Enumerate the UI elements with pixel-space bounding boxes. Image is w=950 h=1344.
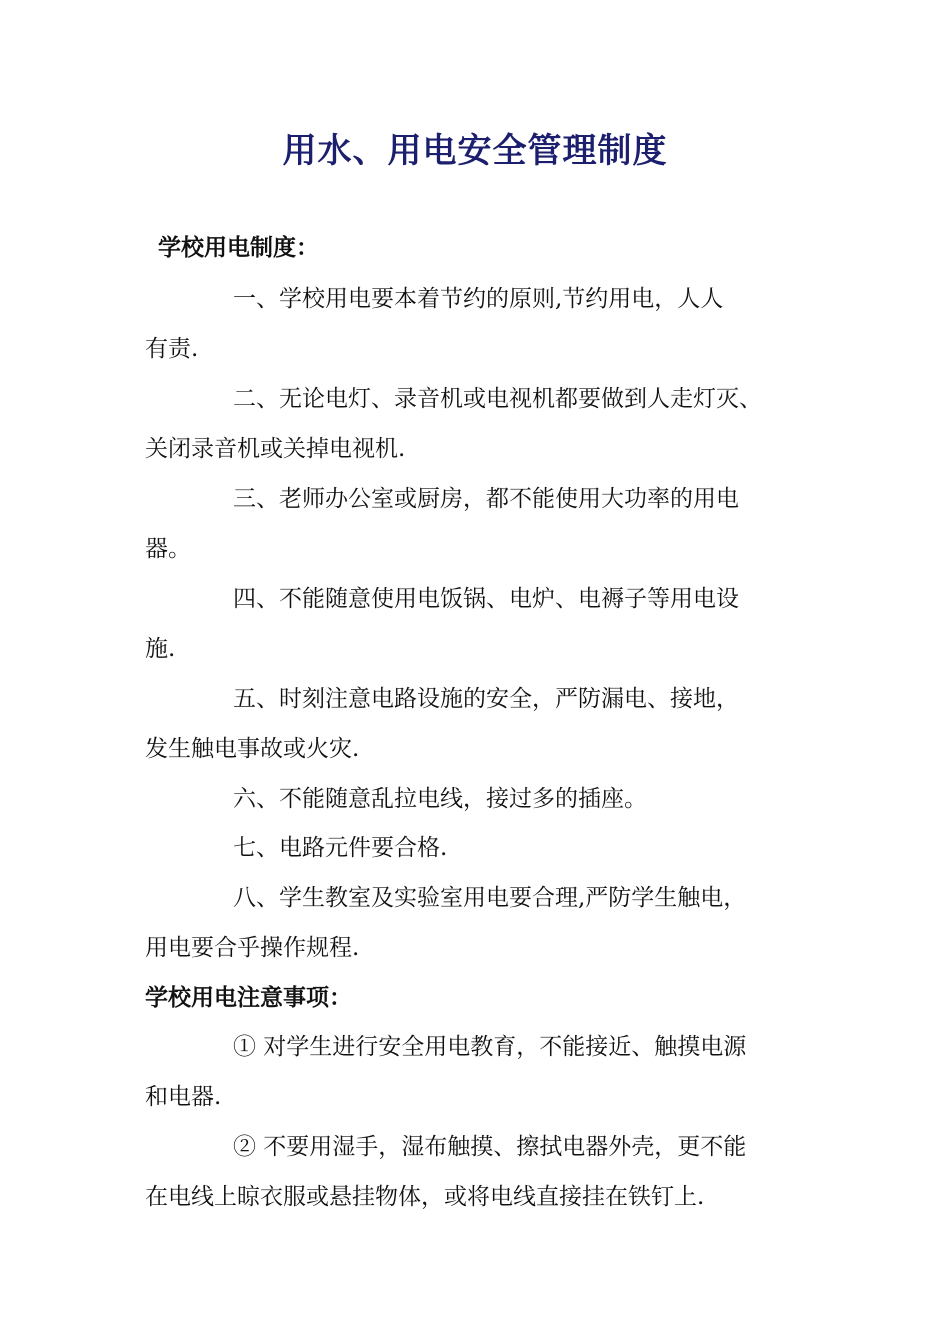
rule-8-line-2: 用电要合乎操作规程. bbox=[145, 935, 360, 961]
section-heading-electricity-notes: 学校用电注意事项： bbox=[145, 984, 352, 1011]
document-title: 用水、用电安全管理制度 bbox=[282, 131, 668, 171]
rule-1-line-2: 有责. bbox=[145, 336, 199, 362]
rule-5-line-1: 五、时刻注意电路设施的安全，严防漏电、接地， bbox=[233, 686, 739, 712]
rule-2-line-2: 关闭录音机或关掉电视机. bbox=[145, 436, 406, 462]
rule-4-line-1: 四、不能随意使用电饭锅、电炉、电褥子等用电设 bbox=[233, 586, 739, 612]
section-heading-electricity-rules: 学校用电制度： bbox=[158, 234, 319, 261]
note-1-line-2: 和电器. bbox=[145, 1084, 222, 1110]
rule-1-line-1: 一、学校用电要本着节约的原则,节约用电，人人 bbox=[233, 286, 724, 312]
rule-8-line-1: 八、学生教室及实验室用电要合理,严防学生触电， bbox=[233, 885, 747, 911]
rule-7-line-1: 七、电路元件要合格. bbox=[233, 835, 448, 861]
rule-3-line-1: 三、老师办公室或厨房，都不能使用大功率的用电 bbox=[233, 486, 739, 512]
note-1-line-1: ① 对学生进行安全用电教育，不能接近、触摸电源 bbox=[233, 1034, 747, 1060]
rule-2-line-1: 二、无论电灯、录音机或电视机都要做到人走灯灭、 bbox=[233, 386, 762, 412]
rule-3-line-2: 器。 bbox=[145, 536, 191, 562]
rule-5-line-2: 发生触电事故或火灾. bbox=[145, 736, 360, 762]
rule-6-line-1: 六、不能随意乱拉电线，接过多的插座。 bbox=[233, 786, 647, 812]
note-2-line-2: 在电线上晾衣服或悬挂物体，或将电线直接挂在铁钉上. bbox=[145, 1184, 705, 1210]
note-2-line-1: ② 不要用湿手，湿布触摸、擦拭电器外壳，更不能 bbox=[233, 1134, 747, 1160]
rule-4-line-2: 施. bbox=[145, 636, 176, 662]
